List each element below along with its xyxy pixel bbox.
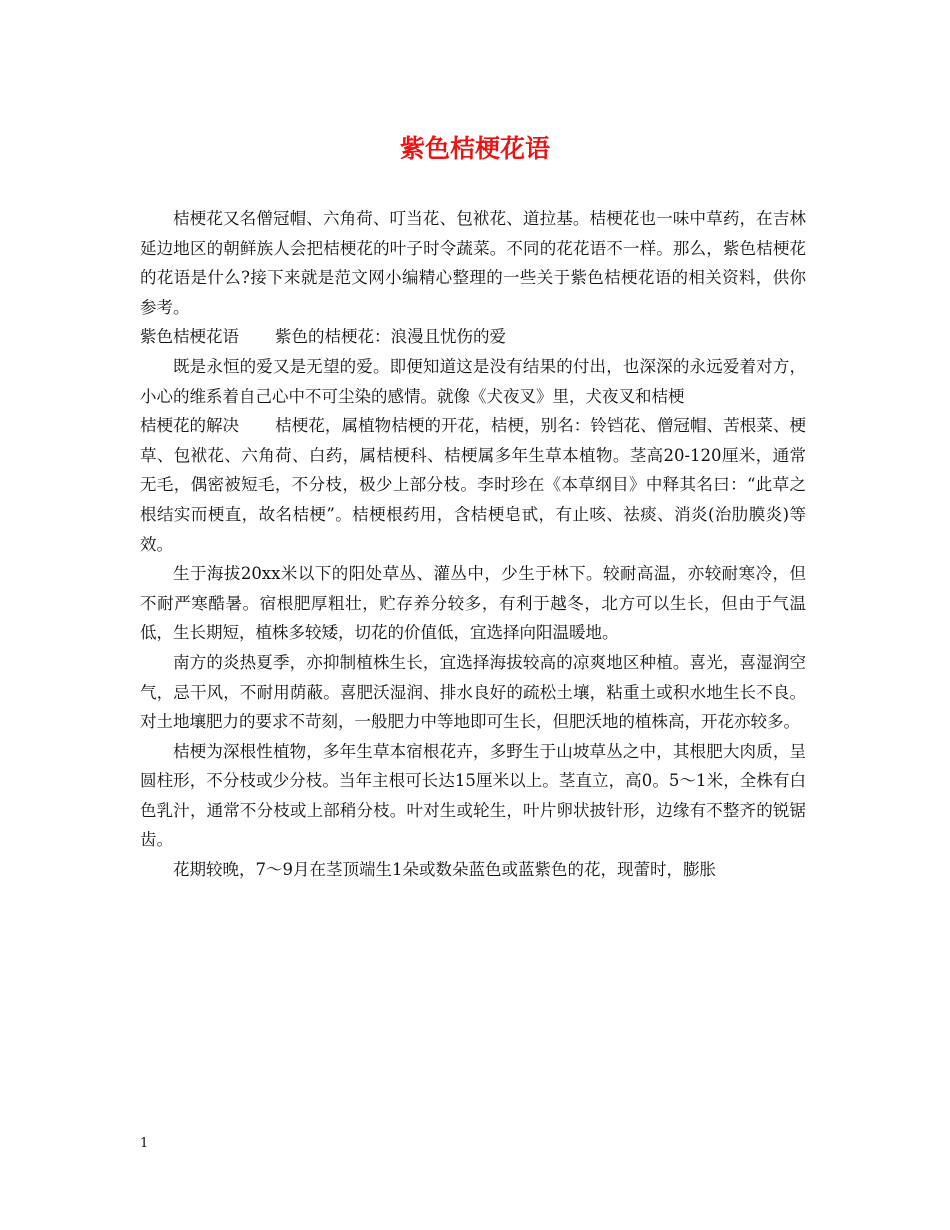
- page-number: 1: [140, 1136, 149, 1151]
- paragraph-root-description: 桔梗为深根性植物，多年生草本宿根花卉，多野生于山坡草丛之中，其根肥大肉质，呈圆柱形，不分枝或少分枝。当年主根可长达15厘米以上。茎直立，高0。5～1米，全株有白色乳汁，通常不分枝或上部稍分枝。叶对生或轮生，叶片卵状披针形，边缘有不整齐的锐锯齿。: [140, 741, 806, 850]
- document-title: 紫色桔梗花语: [399, 134, 550, 163]
- paragraph-eternal-love: 既是永恒的爱又是无望的爱。即便知道这是没有结果的付出，也深深的永远爱着对方，小心的维系着自己心中不可尘染的感情。就像《犬夜叉》里，犬夜叉和桔梗: [140, 356, 806, 406]
- paragraph-text: 桔梗花，属植物桔梗的开花，桔梗，别名：铃铛花、僧冠帽、苦根菜、梗草、包袱花、六角荷、白药，属桔梗科、桔梗属多年生草本植物。茎高20-120厘米，通常无毛，偶密被短毛，不分枝，极少上部分枝。李时珍在《本草纲目》中释其名曰：“此草之根结实而梗直，故名桔梗”。桔梗根药用，含桔梗皂甙，有止咳、祛痰、消炎(治肋膜炎)等效。: [140, 416, 806, 554]
- section-label: 桔梗花的解决: [140, 416, 239, 436]
- paragraph-habitat: 生于海拔20xx米以下的阳处草丛、灌丛中，少生于林下。较耐高温，亦较耐寒冷，但不耐严寒酷暑。宿根肥厚粗壮，贮存养分较多，有利于越冬，北方可以生长，但由于气温低，生长期短，植株多较矮，切花的价值低，宜选择向阳温暖地。: [140, 564, 806, 643]
- paragraph-flowering: 花期较晚，7～9月在茎顶端生1朵或数朵蓝色或蓝紫色的花，现蕾时，膨胀: [173, 860, 716, 880]
- document-body: [140, 204, 806, 885]
- paragraph-intro: 桔梗花又名僧冠帽、六角荷、叮当花、包袱花、道拉基。桔梗花也一味中草药，在吉林延边地区的朝鲜族人会把桔梗花的叶子时令蔬菜。不同的花花语不一样。那么，紫色桔梗花的花语是什么?接下来就是范文网小编精心整理的一些关于紫色桔梗花语的相关资料，供你参考。: [140, 209, 806, 317]
- paragraph-explanation: [140, 411, 806, 559]
- paragraph-purple-meaning: [140, 322, 806, 352]
- paragraph-text: 紫色的桔梗花：浪漫且忧伤的爱: [275, 327, 506, 347]
- paragraph-south-climate: 南方的炎热夏季，亦抑制植株生长，宜选择海拔较高的凉爽地区种植。喜光，喜湿润空气，忌干风，不耐用荫蔽。喜肥沃湿润、排水良好的疏松土壤，粘重土或积水地生长不良。对土地壤肥力的要求不苛刻，一般肥力中等地即可生长，但肥沃地的植株高，开花亦较多。: [140, 652, 806, 732]
- section-label: 紫色桔梗花语: [140, 327, 239, 347]
